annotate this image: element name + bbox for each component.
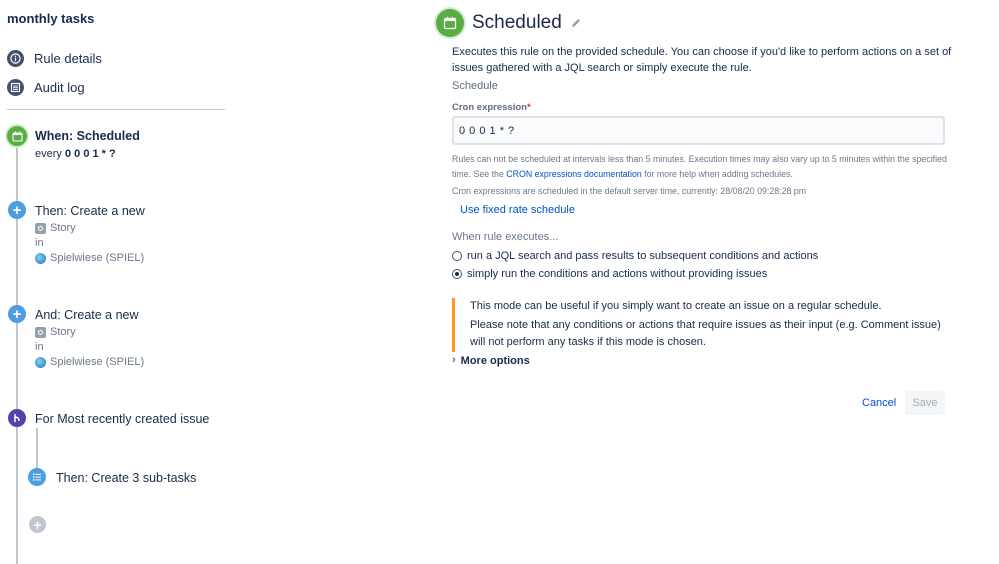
schedule-calendar-icon[interactable] [7,126,27,146]
action2-issue-type [35,326,76,338]
cron-help-text [452,152,947,182]
required-asterisk: * [526,102,531,113]
radio-jql[interactable] [452,251,462,261]
note-line-2: Please note that any conditions or actions that require issues as their input (e.g. Comment issue) will not perform any tasks if this mode is chosen. [470,318,941,348]
fixed-rate-schedule-link[interactable]: Use fixed rate schedule [460,204,575,216]
help-text-part2: for more help when adding schedules. [644,169,793,179]
project-avatar-icon [35,253,46,264]
action2-project-label: Spielwiese (SPIEL) [50,356,145,368]
pencil-edit-icon[interactable] [570,17,582,29]
cron-label-text: Cron expression [452,102,527,113]
save-button[interactable]: Save [905,391,945,415]
action1-project [35,252,144,264]
nav-rule-details[interactable] [7,48,102,68]
component-config-panel [436,0,999,564]
cron-expression-input[interactable] [452,116,945,145]
cancel-button[interactable]: Cancel [856,391,902,415]
branch-icon[interactable] [8,409,26,427]
trigger-prefix: every [35,148,62,160]
nav-rule-details-label: Rule details [34,50,102,66]
action1-project-label: Spielwiese (SPIEL) [50,252,145,264]
note-line-1: This mode can be useful if you simply want to create an issue on a regular schedule. [470,300,882,312]
nav-audit-log-label: Audit log [34,79,85,95]
action1-in: in [35,237,44,249]
story-icon [35,223,46,234]
action2-title[interactable]: And: Create a new [35,308,139,322]
cron-field-label [452,102,531,113]
mode-info-note [452,298,947,352]
panel-title: Scheduled [472,12,562,33]
subtasks-list-icon[interactable] [28,468,46,486]
branch-connector-line [36,428,38,472]
action1-issue-type-label: Story [50,222,76,234]
cron-docs-link[interactable]: CRON expressions documentation [506,169,642,179]
nav-audit-log[interactable] [7,77,85,97]
action2-issue-type-label: Story [50,326,76,338]
chevron-right-icon: › [452,353,456,366]
schedule-calendar-icon [436,9,464,37]
rule-title: monthly tasks [7,11,95,26]
more-options-toggle[interactable] [452,355,530,367]
option-simple-run[interactable] [452,268,767,280]
action2-project [35,356,144,368]
when-rule-executes-label: When rule executes... [452,231,559,243]
rule-sidebar [0,0,230,564]
option-simple-label: simply run the conditions and actions without providing issues [467,268,768,280]
info-icon [7,50,24,67]
panel-header [436,9,582,37]
schedule-section-label: Schedule [452,80,498,92]
panel-description: Executes this rule on the provided schedule. You can choose if you'd like to perform actions on a set of issues gathered with a JQL search or simply execute the rule. [452,46,952,74]
flow-connector-line [16,135,18,564]
radio-simple[interactable] [452,269,462,279]
branch-title[interactable]: For Most recently created issue [35,412,210,426]
action-add-icon[interactable]: + [8,201,26,219]
more-options-label: More options [460,355,530,367]
option-jql-label: run a JQL search and pass results to subsequent conditions and actions [467,250,819,262]
sidebar-divider [7,109,225,110]
trigger-cron: 0 0 0 1 * ? [64,148,116,160]
trigger-title[interactable]: When: Scheduled [35,129,140,143]
subtask-title[interactable]: Then: Create 3 sub-tasks [56,471,197,485]
add-component-icon[interactable]: + [29,516,46,533]
story-icon [35,327,46,338]
action1-issue-type [35,222,76,234]
trigger-schedule-summary [35,148,116,160]
project-avatar-icon [35,357,46,368]
help-text-part1: Rules can not be scheduled at intervals less than 5 minutes. Execution times may also vary up to 5 minutes within the specified time. See the [452,154,947,179]
list-icon [7,79,24,96]
action1-title[interactable]: Then: Create a new [35,204,145,218]
option-jql-search[interactable] [452,250,818,262]
action-add-icon[interactable]: + [8,305,26,323]
action2-in: in [35,341,44,353]
server-time-text: Cron expressions are scheduled in the default server time, currently: 28/08/20 09:28:28 pm [452,186,807,196]
